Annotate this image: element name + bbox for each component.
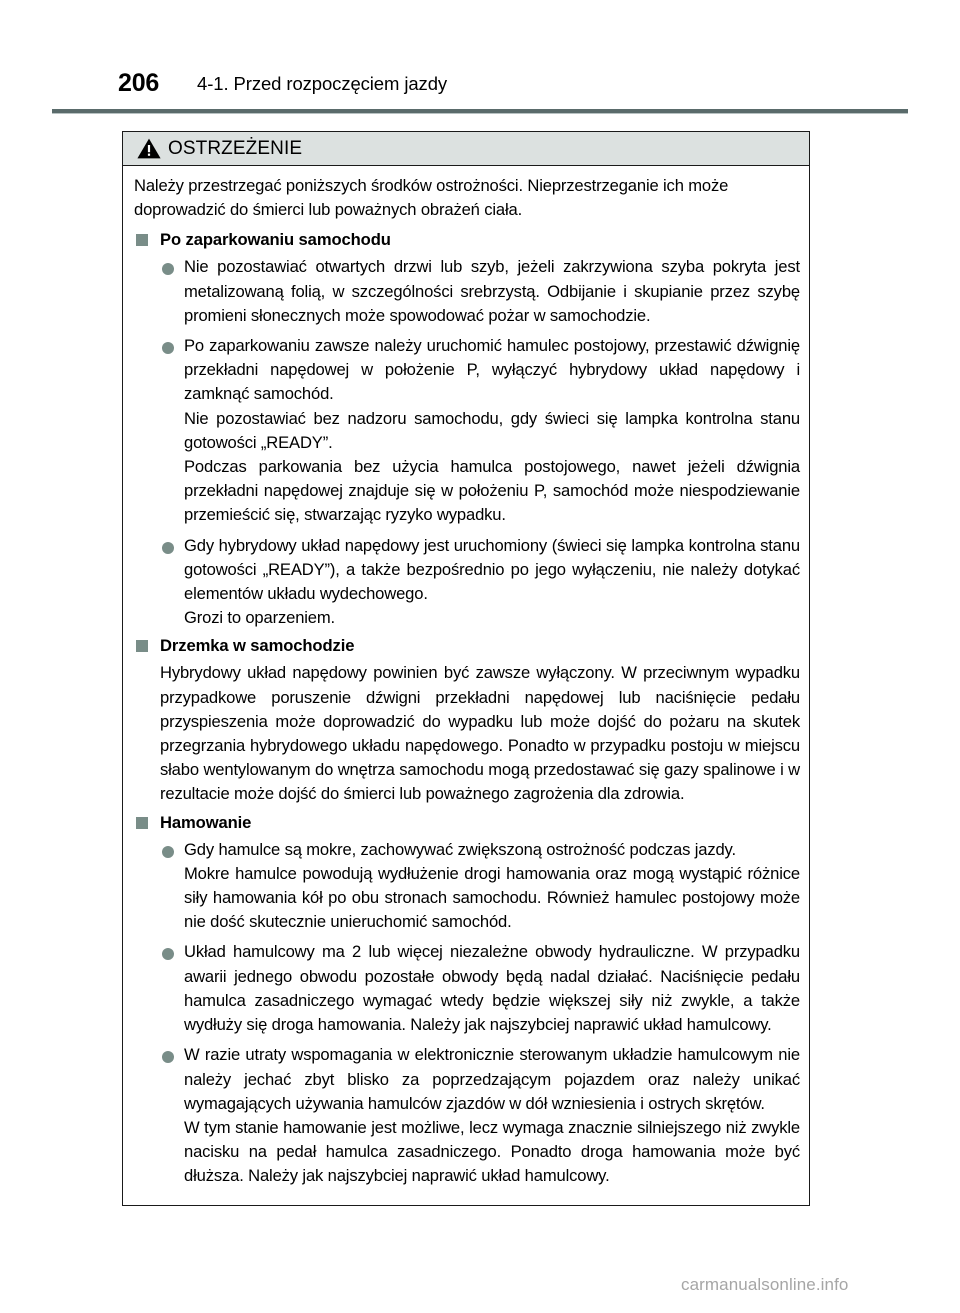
section-heading-label: Po zaparkowaniu samochodu <box>160 230 391 250</box>
square-bullet-icon <box>136 234 148 246</box>
warning-box-header <box>123 132 809 166</box>
warning-sections <box>132 228 800 1188</box>
footer-watermark: carmanualsonline.info <box>681 1275 849 1294</box>
page-number: 206 <box>118 69 160 97</box>
round-bullet-icon <box>162 846 174 858</box>
bullet-paragraph-text: Po zaparkowaniu zawsze należy uruchomić hamulec postojowy, przestawić dźwignię przekładni napędowej w położenie P, wyłączyć hybrydowy układ napędowy i zamknąć samochód. <box>184 336 800 404</box>
round-bullet-icon <box>162 542 174 554</box>
warning-triangle-icon <box>137 138 161 159</box>
section-heading-label: Drzemka w samochodzie <box>160 636 355 656</box>
bullet-paragraph-text: Grozi to oparzeniem. <box>184 608 336 628</box>
section-heading <box>132 811 800 835</box>
bullet-list-item <box>132 940 800 1037</box>
bullet-paragraph-text: Nie pozostawiać bez nadzoru samochodu, gdy świeci się lampka kontrolna stanu gotowości „READY”. <box>184 408 800 452</box>
header-divider-rule <box>52 109 908 114</box>
bullet-paragraph-text: Nie pozostawiać otwartych drzwi lub szyb, jeżeli zakrzywiona szyba pokryta jest metalizowaną folią, w szczególności srebrzystą. Odbijanie i skupianie przez szybę promieni słonecznych może spowodować pożar w samochodzie. <box>184 257 800 325</box>
section-heading <box>132 634 800 658</box>
bullet-list-item <box>132 255 800 328</box>
page-header <box>0 68 960 102</box>
section-paragraph <box>132 661 800 806</box>
round-bullet-icon <box>162 342 174 354</box>
square-bullet-icon <box>136 640 148 652</box>
round-bullet-icon <box>162 948 174 960</box>
bullet-paragraph-text: Układ hamulcowy ma 2 lub więcej niezależne obwody hydrauliczne. W przypadku awarii jednego obwodu pozostałe obwody będą nadal działać. Naciśnięcie pedału hamulca zasadniczego wymagać wtedy będzie większej siły niż zwykle, a także wydłuży się droga hamowania. Należy jak najszybciej naprawić układ hamulcowy. <box>184 942 800 1035</box>
round-bullet-icon <box>162 263 174 275</box>
warning-box-body <box>123 166 809 1205</box>
warning-box <box>122 131 810 1206</box>
warning-intro-text: Należy przestrzegać poniższych środków ostrożności. Nieprzestrzeganie ich może doprowadzić do śmierci lub poważnych obrażeń ciała. <box>134 176 729 220</box>
bullet-paragraph-text: W tym stanie hamowanie jest możliwe, lecz wymaga znacznie silniejszego niż zwykle nacisku na pedał hamulca zasadniczego. Ponadto droga hamowania może być dłuższa. Należy jak najszybciej naprawić układ hamulcowy. <box>184 1117 800 1186</box>
section-heading-label: Hamowanie <box>160 812 252 832</box>
bullet-list-item <box>132 534 800 631</box>
bullet-paragraph-text: Mokre hamulce powodują wydłużenie drogi hamowania oraz mogą wystąpić różnice siły hamowania kół po obu stronach samochodu. Również hamulec postojowy może nie dość skutecznie unieruchomić samochód. <box>184 863 800 932</box>
bullet-paragraph-text: W razie utraty wspomagania w elektronicznie sterowanym układzie hamulcowym nie należy jechać zbyt blisko za poprzedzającym pojazdem oraz należy unikać wymagających używania hamulców zjazdów w dół wzniesienia i ostrych skrętów. <box>184 1045 800 1113</box>
section-heading <box>132 228 800 252</box>
section-title: 4-1. Przed rozpoczęciem jazdy <box>197 73 448 94</box>
square-bullet-icon <box>136 817 148 829</box>
bullet-paragraph-text: Gdy hybrydowy układ napędowy jest uruchomiony (świeci się lampka kontrolna stanu gotowości „READY”), a także bezpośrednio po jego wyłączeniu, nie należy dotykać elementów układu wydechowego. <box>184 535 800 604</box>
round-bullet-icon <box>162 1051 174 1063</box>
warning-header-label: OSTRZEŻENIE <box>168 137 303 159</box>
bullet-paragraph-text: Podczas parkowania bez użycia hamulca postojowego, nawet jeżeli dźwignia przekładni napędowej znajduje się w położeniu P, samochód może niespodziewanie przemieścić się, stwarzając ryzyko wypadku. <box>184 457 800 525</box>
bullet-list-item <box>132 838 800 935</box>
bullet-list-item <box>132 334 800 528</box>
bullet-paragraph-text: Gdy hamulce są mokre, zachowywać zwiększoną ostrożność podczas jazdy. <box>184 839 736 859</box>
bullet-list-item <box>132 1043 800 1188</box>
paragraph-text: Hybrydowy układ napędowy powinien być zawsze wyłączony. W przeciwnym wypadku przypadkowe poruszenie dźwigni przekładni napędowej lub naciśnięcie pedału przyspieszenia może doprowadzić do wypadku lub może dojść do pożaru na skutek przegrzania hybrydowego układu napędowego. Ponadto w przypadku postoju w miejscu słabo wentylowanym do wnętrza samochodu mogą przedostawać się gazy spalinowe i w rezultacie może dojść do śmierci lub poważnego zagrożenia dla zdrowia. <box>160 663 800 804</box>
